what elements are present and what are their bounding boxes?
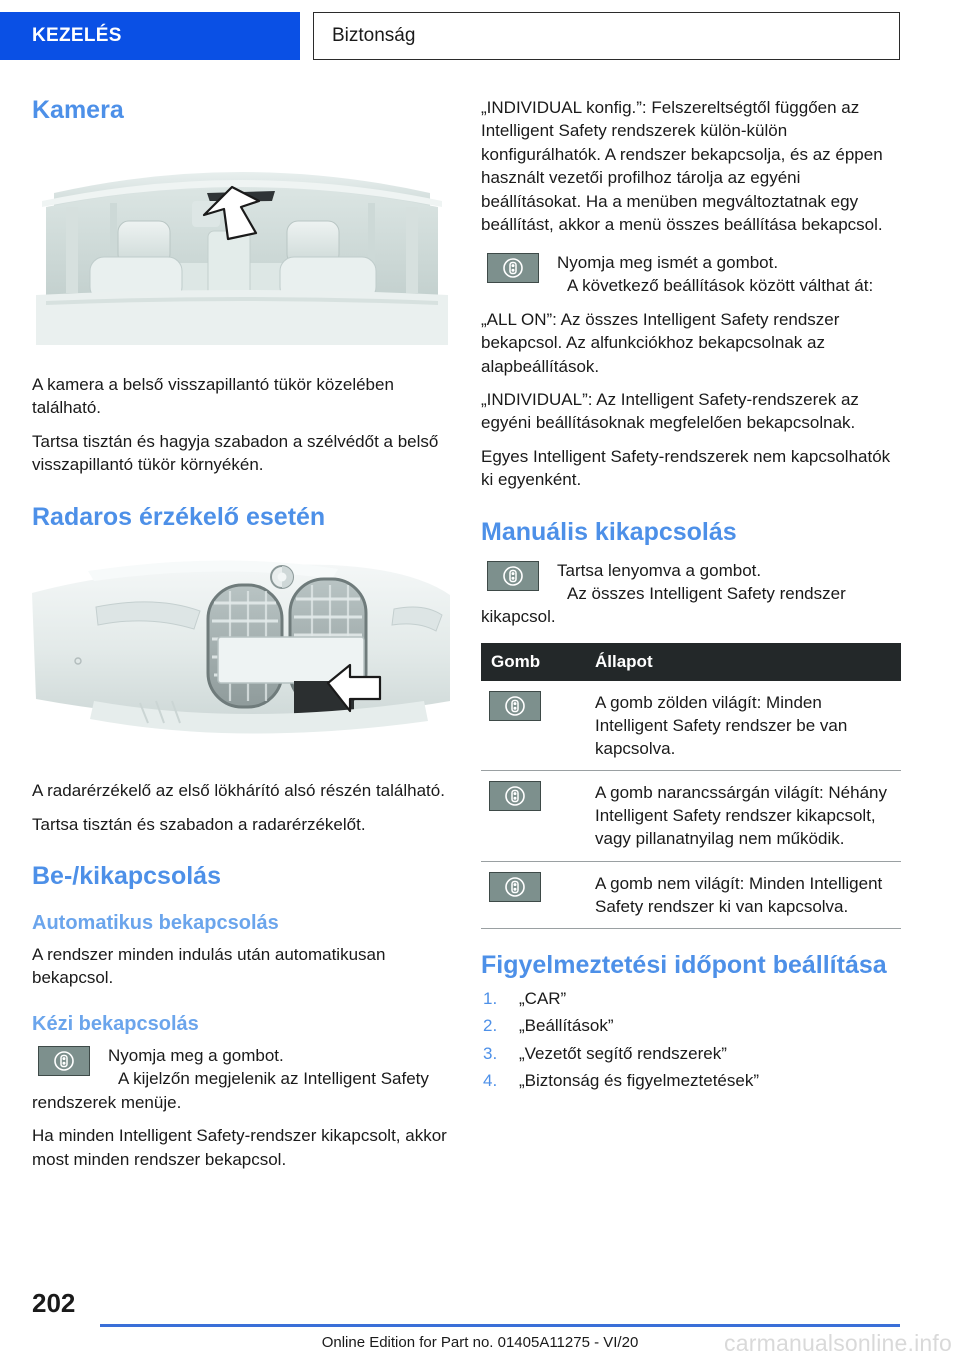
warning-time-step-list [481,986,901,1094]
intelligent-safety-button-icon [489,691,541,721]
button-status-table [481,643,901,929]
table-header-row [481,643,901,681]
press-again-line-1: Nyomja meg ismét a gombot. [557,252,779,272]
intelligent-safety-button-icon [38,1046,90,1076]
table-cell-status: A gomb zölden világít: Minden Intelligent Safety rendszer be van kapcsolva. [585,681,901,771]
right-column [481,96,901,1096]
footer-edition-note: Online Edition for Part no. 01405A11275 - VI/20 [321,1334,639,1351]
radar-paragraph-2: Tartsa tisztán és szabadon a radarérzékelőt. [32,814,366,834]
press-again-step [481,251,901,298]
header-section-label: Biztonság [332,25,416,46]
manual-off-step-text [481,559,901,629]
table-row [481,771,901,861]
manual-on-step [32,1044,452,1114]
manual-off-step [481,559,901,629]
table-cell-status: A gomb narancssárgán világít: Néhány Intelligent Safety rendszer kikapcsolt, vagy pillanatnyilag nem működik. [585,771,901,861]
section-title-manual-off: Manuális kikapcsolás [481,517,737,546]
individual-config-note: „INDIVIDUAL konfig.”: Felszereltségtől függően az Intelligent Safety rendszerek külön-külön konfigurálhatók. A rendszer bekapcsolja, és az éppen használt vezetői profilhoz tárolja az egyéni beállításokat. Ha a menüben megváltoztatnak egy beállítást, akkor a menü összes beállítása bekapcsol. [481,98,883,235]
list-item-label: „CAR” [519,988,567,1008]
manual-on-step-text [32,1044,452,1114]
all-on-paragraph: „ALL ON”: Az összes Intelligent Safety rendszer bekapcsol. Az alfunkciókhoz bekapcsolnak az alapbeállítások. [481,309,840,376]
intelligent-safety-button-icon [487,561,539,591]
manual-off-line-2: Az összes Intelligent Safety rendszer kikapcsol. [481,584,846,627]
table-header-gomb: Gomb [481,643,585,681]
footer-divider [100,1324,900,1327]
section-title-onoff: Be-/kikapcsolás [32,862,221,891]
page-title-kamera: Kamera [32,96,124,124]
list-item-label: „Biztonság és figyelmeztetések” [519,1071,759,1091]
section-title-warning-time: Figyelmeztetési időpont beállítása [481,950,887,979]
list-item-label: „Beállítások” [519,1016,614,1036]
press-again-line-2: A következő beállítások között válthat át: [567,276,874,296]
camera-paragraph-1: A kamera a belső visszapillantó tükör közelében található. [32,374,394,418]
manual-on-step-line-2: A kijelzőn megjelenik az Intelligent Safety rendszerek menüje. [32,1069,429,1112]
page-number: 202 [32,1288,76,1318]
page-header [0,12,960,60]
section-title-radar: Radaros érzékelő esetén [32,502,326,531]
table-header-allapot: Állapot [585,643,901,681]
intelligent-safety-button-icon [487,253,539,283]
table-row [481,681,901,771]
rear-view-mirror-camera-illustration [32,145,452,355]
list-item [481,1041,901,1067]
subsection-title-automatic-on: Automatikus bekapcsolás [32,911,279,934]
individual-paragraph: „INDIVIDUAL”: Az Intelligent Safety-rendszerek az egyéni beállításoknak megfelelően bekapcsolnak. [481,389,859,433]
left-column [32,96,452,1181]
subsection-title-manual-on: Kézi bekapcsolás [32,1012,199,1035]
radar-paragraph-1: A radarérzékelő az első lökhárító alsó részén található. [32,781,445,801]
cannot-disable-paragraph: Egyes Intelligent Safety-rendszerek nem kapcsolhatók ki egyenként. [481,446,891,490]
intelligent-safety-button-icon [489,781,541,811]
header-section-tab [313,12,900,60]
table-row [481,861,901,928]
header-chapter-label: KEZELÉS [32,25,122,46]
watermark: carmanualsonline.info [724,1330,952,1356]
list-item [481,1068,901,1094]
manual-on-paragraph: Ha minden Intelligent Safety-rendszer kikapcsolt, akkor most minden rendszer bekapcsol. [32,1126,447,1169]
press-again-step-text [481,251,901,298]
list-item [481,986,901,1012]
list-item-label: „Vezetőt segítő rendszerek” [519,1043,727,1063]
table-cell-icon [481,771,585,861]
table-cell-icon [481,681,585,771]
page-footer [0,1262,960,1362]
automatic-on-paragraph: A rendszer minden indulás után automatikusan bekapcsol. [32,944,386,988]
manual-off-line-1: Tartsa lenyomva a gombot. [557,560,762,580]
table-cell-icon [481,861,585,928]
camera-paragraph-2: Tartsa tisztán és hagyja szabadon a szélvédőt a belső visszapillantó tükör környékén. [32,431,439,475]
header-chapter-tab [0,12,300,60]
table-cell-status: A gomb nem világít: Minden Intelligent Safety rendszer ki van kapcsolva. [585,861,901,928]
intelligent-safety-button-icon [489,872,541,902]
manual-on-step-line-1: Nyomja meg a gombot. [108,1045,284,1065]
list-item [481,1013,901,1039]
front-bumper-radar-sensor-illustration [32,551,452,761]
